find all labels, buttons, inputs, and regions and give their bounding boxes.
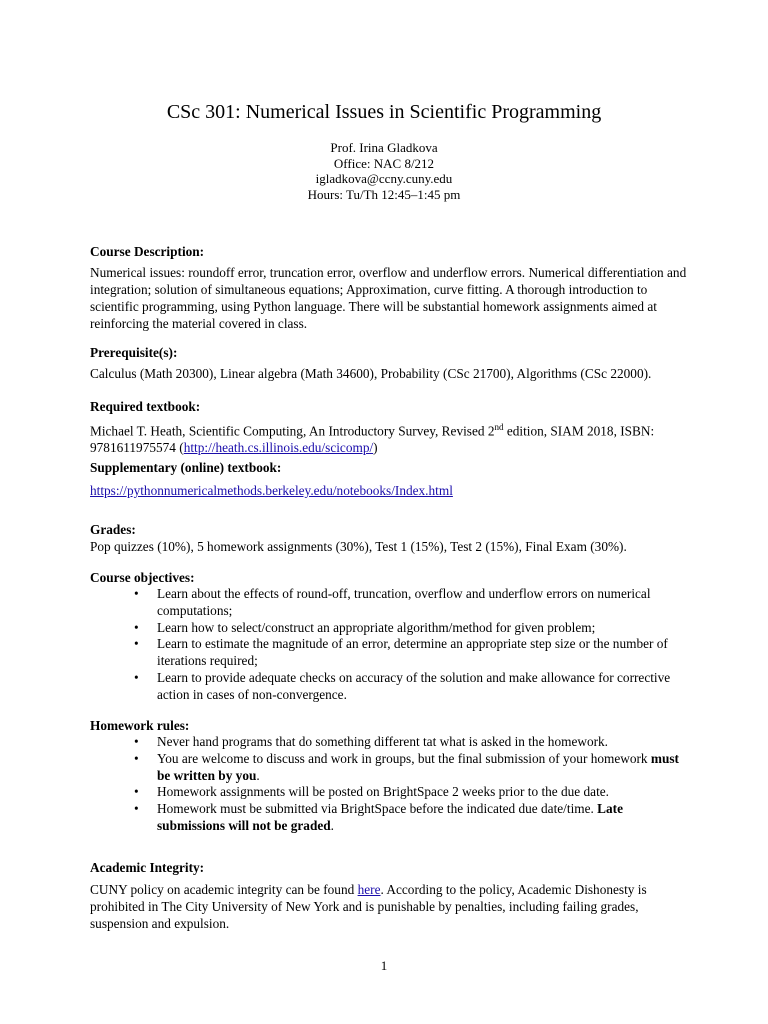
course-objectives-section (90, 569, 690, 704)
page-number: 1 (380, 958, 388, 973)
objective-item: • Learn to estimate the magnitude of an error, determine an appropriate step size or the number of iterations required; (90, 636, 680, 670)
instructor-info (0, 140, 768, 202)
homework-rule-item: • Homework must be submitted via BrightSpace before the indicated due date/time. Late submissions will not be graded. (90, 801, 680, 835)
academic-integrity-heading: Academic Integrity: (90, 860, 205, 875)
course-description-text: Numerical issues: roundoff error, truncation error, overflow and underflow errors. Numerical differentiation and integration; solution of simultaneous equations; Approximation, curve fitting. A thorough introduction to scientific programming, using Python language. There will be substantial homework assignments aimed at reinforcing the material covered in class. (90, 265, 687, 331)
course-objectives-heading: Course objectives: (90, 570, 195, 585)
supplementary-link[interactable]: https://pythonnumericalmethods.berkeley.edu/notebooks/Index.html (90, 483, 453, 498)
prerequisites-heading: Prerequisite(s): (90, 345, 178, 360)
academic-integrity-section (90, 859, 690, 932)
objective-item: • Learn how to select/construct an appropriate algorithm/method for given problem; (90, 620, 680, 637)
homework-rule-item: • Never hand programs that do something different tat what is asked in the homework. (90, 734, 680, 751)
academic-integrity-text: CUNY policy on academic integrity can be found here. According to the policy, Academic Dishonesty is prohibited in The City University of New York and is punishable by penalties, including failing grades, suspension and expulsion. (90, 882, 647, 931)
instructor-email: igladkova@ccny.cuny.edu (315, 171, 453, 186)
grades-text: Pop quizzes (10%), 5 homework assignments (30%), Test 1 (15%), Test 2 (15%), Final Exam (30%). (90, 539, 627, 554)
prerequisites-section (90, 344, 690, 382)
grades-section (90, 521, 690, 555)
homework-rule-item: • Homework assignments will be posted on BrightSpace 2 weeks prior to the due date. (90, 784, 680, 801)
integrity-policy-link[interactable]: here (357, 882, 381, 897)
course-description-section (90, 243, 690, 332)
grades-heading: Grades: (90, 522, 136, 537)
supplementary-textbook-section (90, 459, 690, 499)
objectives-list (90, 586, 680, 704)
homework-rules-list (90, 734, 680, 835)
course-description-heading: Course Description: (90, 244, 205, 259)
homework-rules-heading: Homework rules: (90, 718, 190, 733)
objective-item: • Learn to provide adequate checks on accuracy of the solution and make allowance for corrective action in cases of non-convergence. (90, 670, 680, 704)
required-textbook-text: Michael T. Heath, Scientific Computing, An Introductory Survey, Revised 2nd edition, SIAM 2018, ISBN: 9781611975574 (http://heath.cs.illinois.edu/scicomp/) (90, 422, 655, 456)
required-textbook-heading: Required textbook: (90, 399, 201, 414)
required-textbook-section (90, 398, 690, 456)
supplementary-textbook-heading: Supplementary (online) textbook: (90, 460, 282, 475)
homework-rule-item: • You are welcome to discuss and work in groups, but the final submission of your homework must be written by you. (90, 751, 680, 785)
page-title: CSc 301: Numerical Issues in Scientific Programming (166, 101, 602, 123)
heath-link[interactable]: http://heath.cs.illinois.edu/scicomp/ (183, 440, 374, 456)
prerequisites-text: Calculus (Math 20300), Linear algebra (Math 34600), Probability (CSc 21700), Algorithms (CSc 22000). (90, 366, 652, 381)
instructor-hours: Hours: Tu/Th 12:45–1:45 pm (307, 186, 461, 202)
homework-rules-section (90, 717, 690, 835)
objective-item: • Learn about the effects of round-off, truncation, overflow and underflow errors on numerical computations; (90, 586, 680, 620)
instructor-name: Prof. Irina Gladkova (330, 140, 438, 155)
instructor-office: Office: NAC 8/212 (333, 155, 435, 171)
